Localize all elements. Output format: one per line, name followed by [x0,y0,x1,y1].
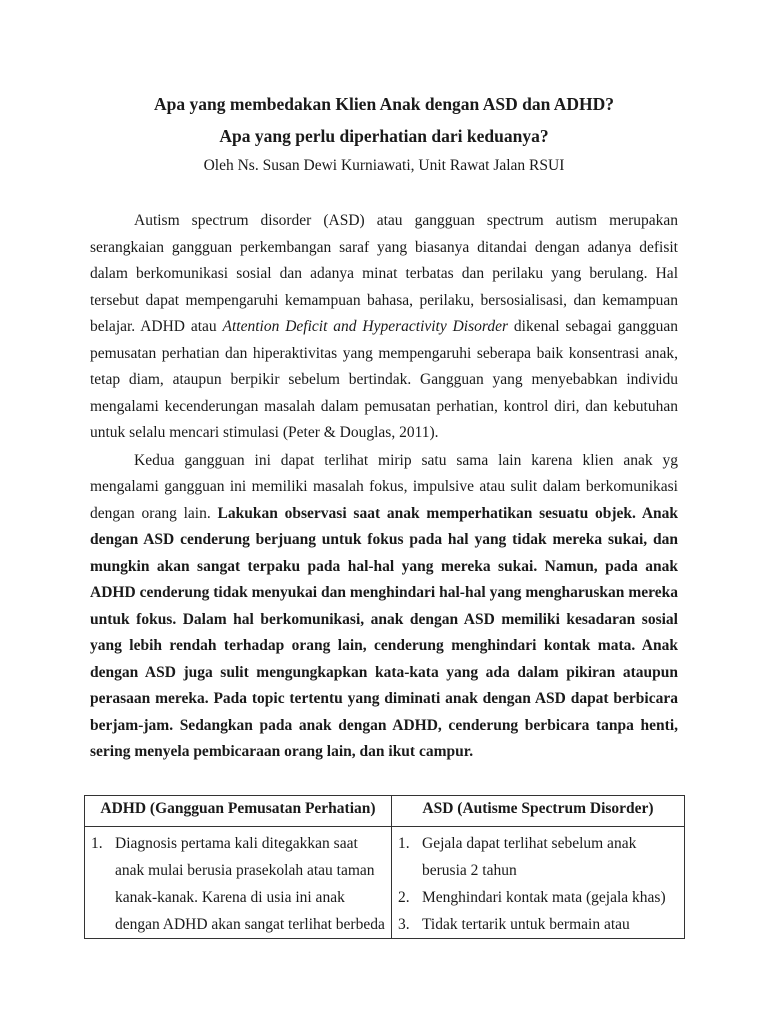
header-adhd: ADHD (Gangguan Pemusatan Perhatian) [85,796,392,827]
adhd-list [91,830,387,938]
list-item-number: 3. [398,916,410,933]
header-asd: ASD (Autisme Spectrum Disorder) [392,796,685,827]
comparison-table [84,795,685,939]
list-item [91,830,387,938]
list-item [398,884,680,911]
list-item [398,911,680,938]
paragraph-2 [90,448,678,766]
list-item-number: 1. [398,835,410,852]
paragraph-1-italic-term: Attention Deficit and Hyperactivity Disorder [222,318,509,335]
author-line: Oleh Ns. Susan Dewi Kurniawati, Unit Rawat Jalan RSUI [203,157,565,174]
list-item-number: 2. [398,889,410,906]
paragraph-1-text-b: dikenal sebagai gangguan pemusatan perhatian dan hiperaktivitas yang mempengaruhi seberapa baik konsentrasi anak, tetap diam, ataupun berpikir sebelum bertindak. Gangguan yang menyebabkan individu mengalami kecenderungan masalah dalam pemusatan perhatian, kontrol diri, dan kebutuhan untuk selalu mencari stimulasi (Peter & Douglas, 2011). [90,318,678,441]
list-item-text: Menghindari kontak mata (gejala khas) [422,889,666,906]
list-item-text: Gejala dapat terlihat sebelum anak berusia 2 tahun [422,835,637,879]
title-line-2: Apa yang perlu diperhatian dari keduanya? [219,126,549,146]
table-row [85,827,685,939]
paragraph-2-bold-text: Lakukan observasi saat anak memperhatikan sesuatu objek. Anak dengan ASD cenderung berjuang untuk fokus pada hal yang tidak mereka sukai, dan mungkin akan sangat terpaku pada hal-hal yang mereka sukai. Namun, pada anak ADHD cenderung tidak menyukai dan menghindari hal-hal yang mengharuskan mereka untuk fokus. Dalam hal berkomunikasi, anak dengan ASD memiliki kesadaran sosial yang lebih rendah terhadap orang lain, cenderung menghindari kontak mata. Anak dengan ASD juga sulit mengungkapkan kata-kata yang ada dalam pikiran ataupun perasaan mereka. Pada topic tertentu yang diminati anak dengan ASD dapat berbicara berjam-jam. Sedangkan pada anak dengan ADHD, cenderung berbicara tanpa henti, sering menyela pembicaraan orang lain, dan ikut campur. [90,504,679,760]
list-item-text: Tidak tertarik untuk bermain atau [422,916,630,933]
list-item-number: 1. [91,835,103,852]
adhd-cell [85,827,392,939]
title-line-1: Apa yang membedakan Klien Anak dengan ASD dan ADHD? [154,94,614,114]
asd-list [398,830,680,938]
asd-cell [392,827,685,939]
body-text [90,208,678,766]
paragraph-2-text: Kedua gangguan ini dapat terlihat mirip satu sama lain karena klien anak yg mengalami gangguan ini memiliki masalah fokus, impulsive atau sulit dalam berkomunikasi dengan orang lain. [90,451,678,522]
table-header-row [85,796,685,827]
list-item-text: Diagnosis pertama kali ditegakkan saat anak mulai berusia prasekolah atau taman kanak-kanak. Karena di usia ini anak dengan ADHD akan sangat terlihat berbeda [115,835,385,933]
list-item [398,830,680,884]
paragraph-1-text-a: Autism spectrum disorder (ASD) atau gangguan spectrum autism merupakan serangkaian gangguan perkembangan saraf yang biasanya ditandai dengan adanya defisit dalam berkomunikasi sosial dan adanya minat terbatas dan perilaku yang berulang. Hal tersebut dapat mempengaruhi kemampuan bahasa, perilaku, bersosialisasi, dan kemampuan belajar. ADHD atau [90,212,678,335]
paragraph-1 [90,208,678,447]
